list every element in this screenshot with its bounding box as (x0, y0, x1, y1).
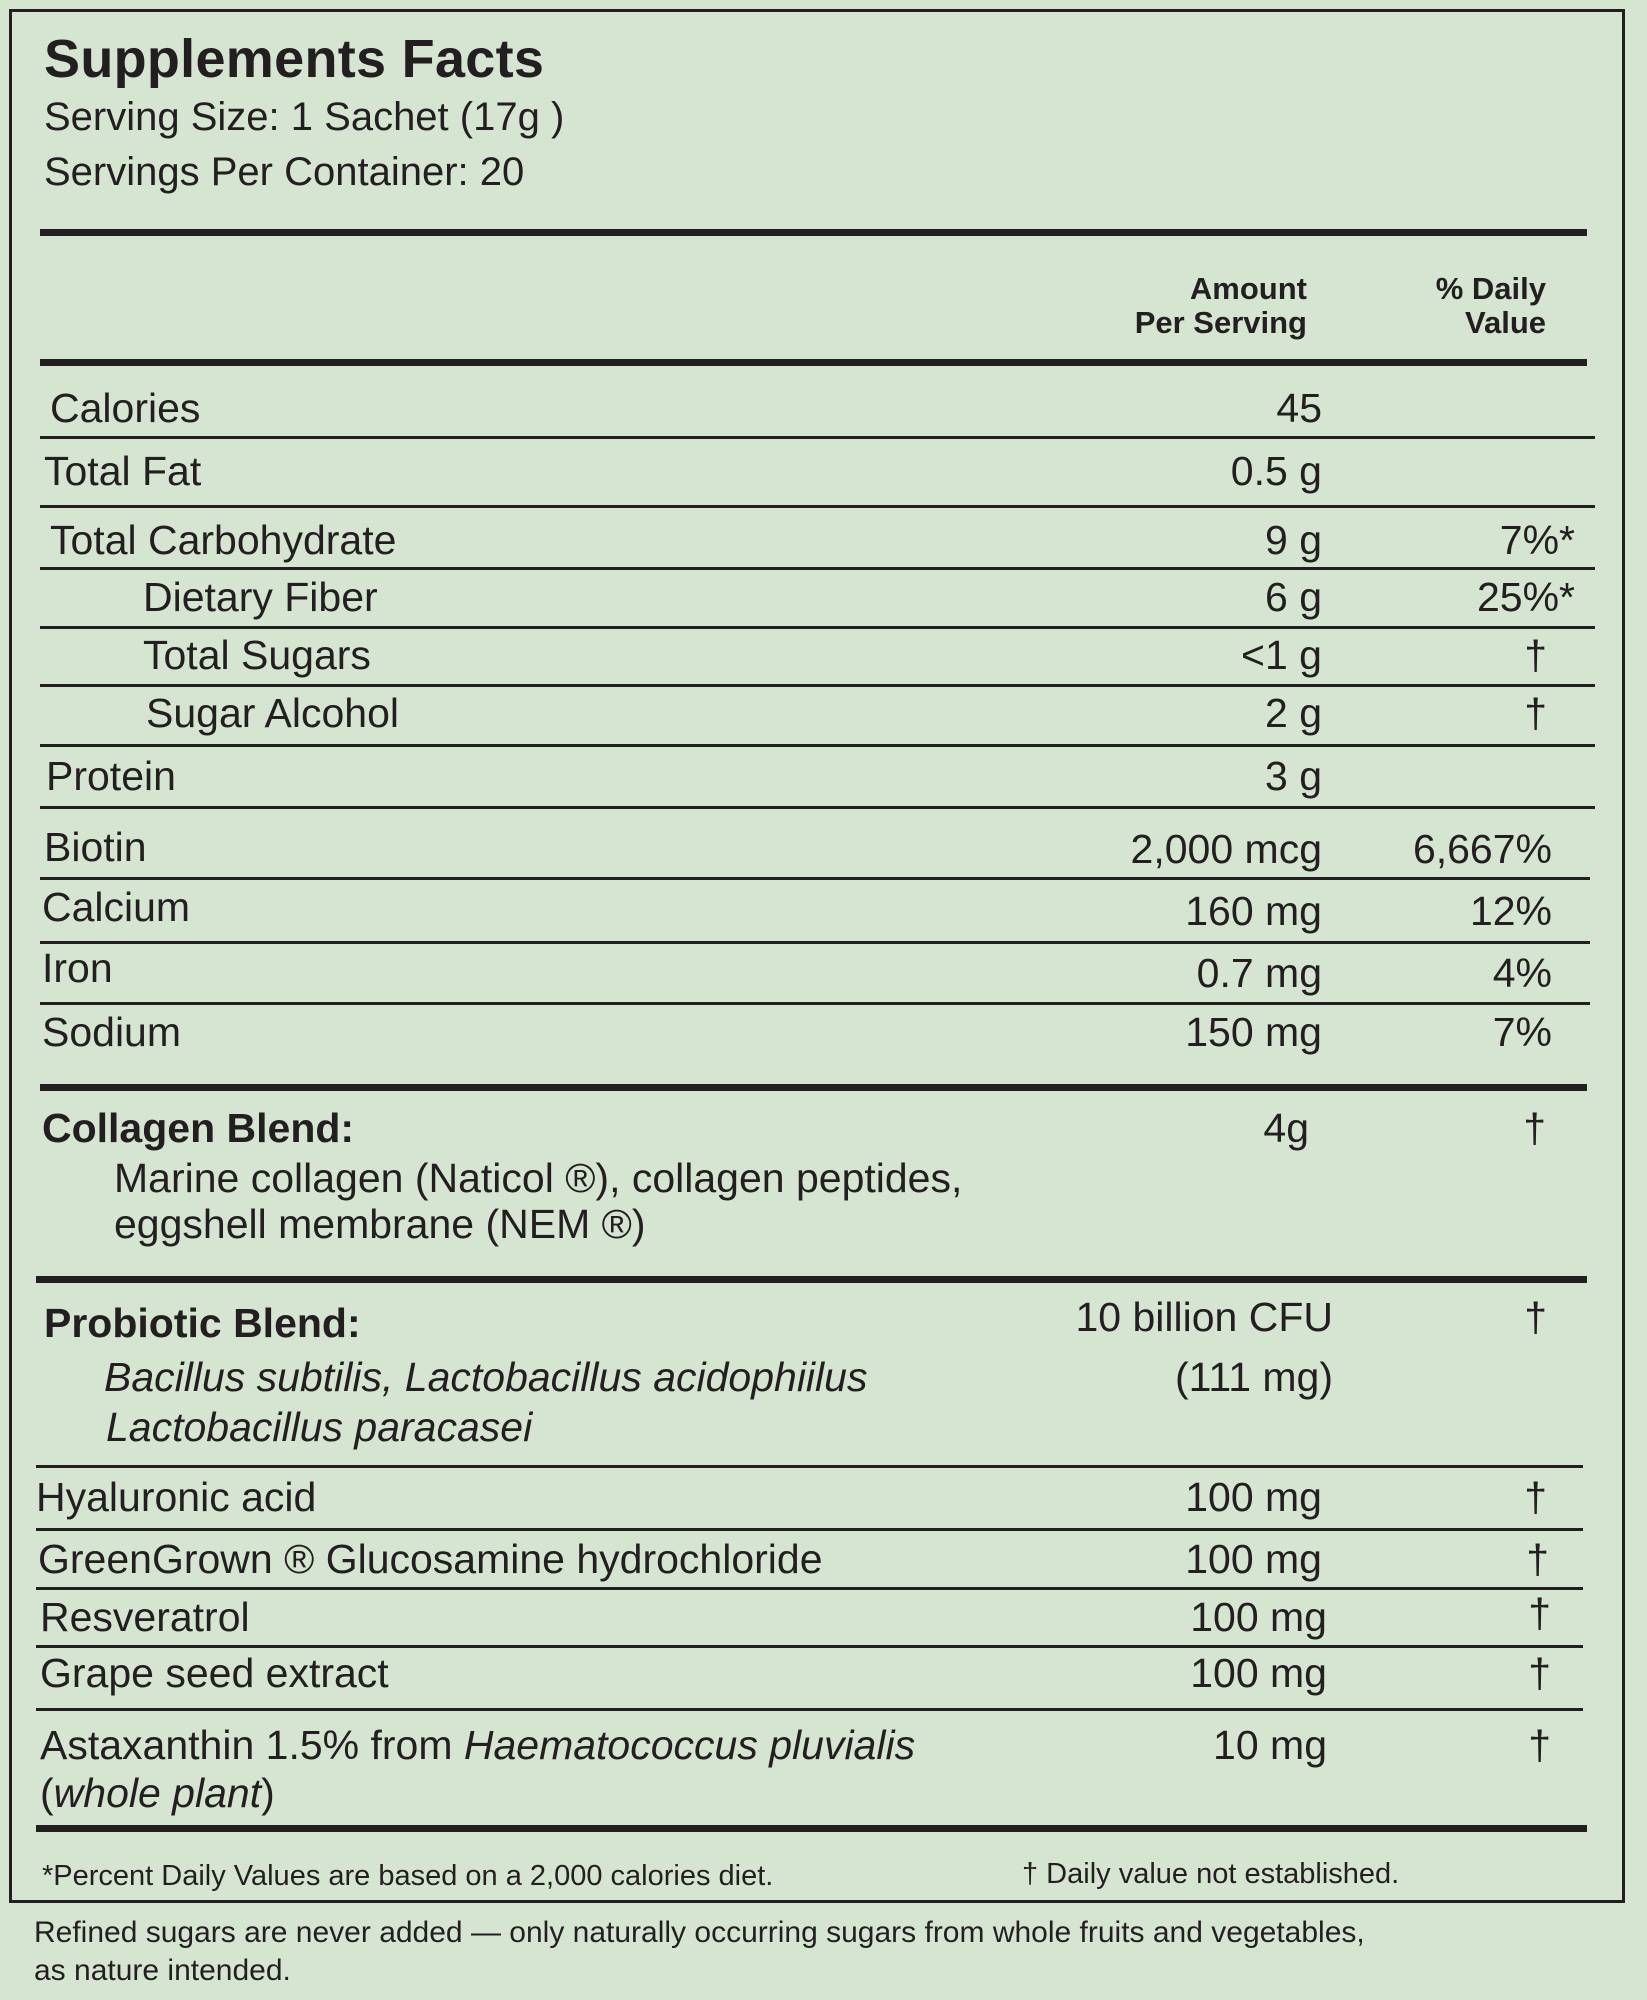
ingredient-amount-glucosamine: 100 mg (1185, 1536, 1322, 1582)
divider (36, 1645, 1583, 1648)
ingredient-dv-astaxanthin: † (1528, 1722, 1551, 1768)
divider-probiotic (36, 1276, 1587, 1283)
supplement-facts-panel (9, 9, 1625, 1903)
nutrient-dv-biotin: 6,667% (1412, 826, 1552, 872)
refined-sugars-statement-line1: Refined sugars are never added — only naturally occurring sugars from whole fruits and vegetables, (34, 1916, 1365, 1949)
nutrient-name-total-carbohydrate: Total Carbohydrate (50, 517, 397, 563)
collagen-blend-dv: † (1523, 1105, 1546, 1151)
divider (40, 626, 1595, 629)
nutrient-dv-iron: 4% (1492, 950, 1552, 996)
nutrient-name-dietary-fiber: Dietary Fiber (143, 574, 378, 620)
ingredient-source-astaxanthin: (whole plant) (40, 1770, 275, 1816)
footnote-percent-daily-values: *Percent Daily Values are based on a 2,000 calories diet. (42, 1860, 774, 1892)
ingredient-dv-hyaluronic-acid: † (1524, 1474, 1547, 1520)
nutrient-name-sugar-alcohol: Sugar Alcohol (146, 690, 400, 736)
nutrient-dv-sugar-alcohol: † (1524, 690, 1547, 736)
ingredient-dv-glucosamine: † (1526, 1536, 1549, 1582)
ingredient-dv-resveratrol: † (1528, 1590, 1551, 1636)
nutrient-amount-sodium: 150 mg (1185, 1009, 1322, 1055)
nutrient-name-iron: Iron (42, 945, 113, 991)
nutrient-dv-total-carbohydrate: 7%* (1499, 517, 1575, 563)
divider (40, 806, 1595, 809)
nutrient-name-protein: Protein (46, 753, 176, 799)
ingredient-dv-grape-seed: † (1528, 1650, 1551, 1696)
panel-title: Supplements Facts (44, 29, 545, 89)
ingredient-amount-astaxanthin: 10 mg (1213, 1722, 1327, 1768)
nutrient-name-calories: Calories (50, 385, 201, 431)
nutrient-dv-calcium: 12% (1469, 888, 1552, 934)
divider (40, 567, 1595, 570)
divider-header (40, 359, 1587, 366)
nutrient-name-total-sugars: Total Sugars (143, 632, 371, 678)
collagen-blend-name: Collagen Blend: (42, 1105, 355, 1151)
nutrient-amount-biotin: 2,000 mcg (1130, 826, 1322, 872)
refined-sugars-statement-line2: as nature intended. (34, 1954, 291, 1987)
nutrient-name-calcium: Calcium (42, 884, 191, 930)
col-header-daily-value: % Daily Value (1435, 271, 1546, 340)
nutrient-name-total-fat: Total Fat (44, 448, 202, 494)
divider (36, 1587, 1583, 1590)
collagen-blend-ingredients-line2: eggshell membrane (NEM ®) (114, 1201, 646, 1247)
nutrient-name-biotin: Biotin (44, 824, 147, 870)
collagen-blend-ingredients-line1: Marine collagen (Naticol ®), collagen peptides, (114, 1155, 963, 1201)
probiotic-strains-line2: Lactobacillus paracasei (106, 1404, 533, 1450)
divider (40, 1002, 1590, 1005)
serving-size: Serving Size: 1 Sachet (17g ) (44, 95, 565, 139)
divider-collagen (40, 1084, 1587, 1091)
ingredient-name-glucosamine: GreenGrown ® Glucosamine hydrochloride (38, 1536, 823, 1582)
divider (40, 436, 1595, 439)
nutrient-amount-dietary-fiber: 6 g (1265, 574, 1322, 620)
divider (40, 505, 1595, 508)
collagen-blend-amount: 4g (1263, 1105, 1309, 1151)
divider-top (40, 229, 1587, 236)
probiotic-blend-name: Probiotic Blend: (44, 1300, 361, 1346)
nutrient-dv-dietary-fiber: 25%* (1476, 574, 1575, 620)
nutrient-dv-total-sugars: † (1524, 632, 1547, 678)
divider (36, 1465, 1583, 1468)
ingredient-name-astaxanthin: Astaxanthin 1.5% from Haematococcus pluvialis (40, 1722, 916, 1768)
divider (40, 744, 1595, 747)
probiotic-blend-amount: 10 billion CFU (1075, 1294, 1333, 1340)
divider (40, 941, 1590, 944)
divider (40, 877, 1590, 880)
divider (36, 1708, 1583, 1711)
nutrient-amount-total-fat: 0.5 g (1230, 448, 1322, 494)
ingredient-amount-grape-seed: 100 mg (1190, 1650, 1327, 1696)
servings-per-container: Servings Per Container: 20 (44, 150, 525, 194)
ingredient-name-hyaluronic-acid: Hyaluronic acid (36, 1474, 317, 1520)
nutrient-amount-calcium: 160 mg (1185, 888, 1322, 934)
footnote-daily-value-not-established: † Daily value not established. (1022, 1858, 1400, 1890)
ingredient-amount-hyaluronic-acid: 100 mg (1185, 1474, 1322, 1520)
divider (40, 684, 1595, 687)
probiotic-blend-dv: † (1524, 1294, 1547, 1340)
probiotic-strains-line1: Bacillus subtilis, Lactobacillus acidophiilus (104, 1354, 868, 1400)
col-header-amount: Amount Per Serving (1134, 271, 1307, 340)
divider-footnotes (36, 1825, 1587, 1832)
ingredient-name-grape-seed: Grape seed extract (40, 1650, 389, 1696)
ingredient-amount-resveratrol: 100 mg (1190, 1594, 1327, 1640)
nutrient-name-sodium: Sodium (42, 1009, 182, 1055)
nutrient-amount-calories: 45 (1276, 385, 1322, 431)
nutrient-amount-sugar-alcohol: 2 g (1265, 690, 1322, 736)
nutrient-amount-protein: 3 g (1265, 753, 1322, 799)
nutrient-amount-total-sugars: <1 g (1241, 632, 1322, 678)
nutrient-amount-total-carbohydrate: 9 g (1265, 517, 1322, 563)
nutrient-dv-sodium: 7% (1492, 1009, 1552, 1055)
probiotic-blend-amount-mg: (111 mg) (1175, 1354, 1333, 1400)
divider (36, 1528, 1583, 1531)
ingredient-name-resveratrol: Resveratrol (40, 1594, 250, 1640)
nutrient-amount-iron: 0.7 mg (1196, 950, 1322, 996)
